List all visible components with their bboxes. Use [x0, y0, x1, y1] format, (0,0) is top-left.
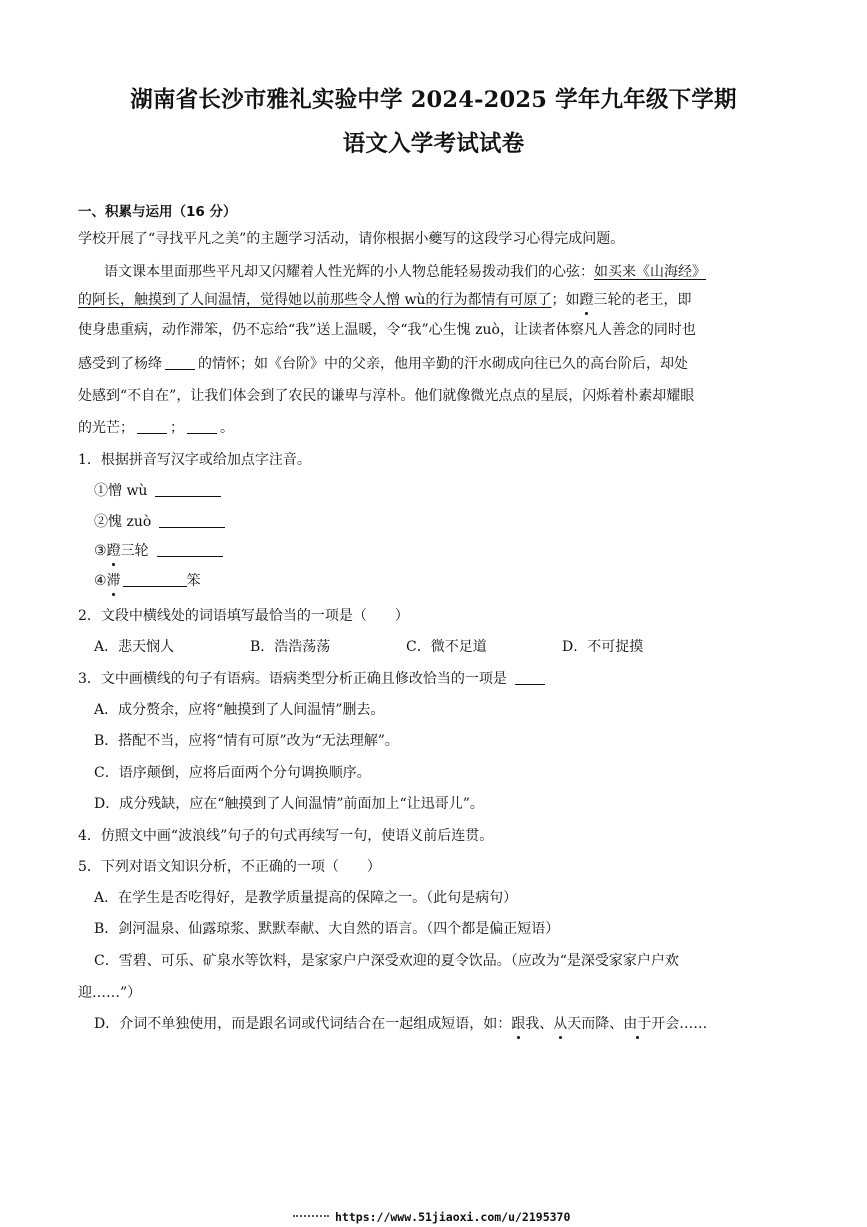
q1-item-3 — [94, 541, 223, 561]
option-a[interactable]: A．成分赘余，应将“触摸到了人间温情”删去。 — [94, 702, 385, 718]
passage-text: 的光芒； — [78, 420, 134, 436]
fill-blank — [187, 419, 217, 434]
passage-line-2 — [78, 290, 691, 310]
question-text: 3．文中画横线的句子有语病。语病类型分析正确且修改恰当的一项是 — [78, 671, 507, 687]
fill-blank — [137, 419, 167, 434]
footer-watermark — [293, 1210, 570, 1224]
passage-line-6 — [78, 418, 234, 438]
option-text: 天而降、 — [567, 1016, 624, 1032]
dotted-character: 滞 — [106, 573, 121, 589]
item-number: ④ — [94, 573, 107, 589]
passage-line-3: 使身患重病，动作滞笨，仍不忘给“我”送上温暖，令“我”心生愧 zuò，让读者体察凡人善念的同时也 — [78, 322, 696, 338]
question-3-stem — [78, 669, 545, 689]
q1-item-1 — [94, 481, 221, 501]
passage-text: 。 — [220, 420, 234, 436]
question-2-stem: 2．文段中横线处的词语填写最恰当的一项是（ ） — [78, 608, 409, 624]
option-text: D．介词不单独使用，而是跟名词或代词结合在一起组成短语，如： — [94, 1016, 512, 1032]
page-subtitle: 语文入学考试试卷 — [342, 131, 525, 157]
dotted-character: 蹬 — [579, 292, 594, 308]
passage-line-1 — [104, 262, 706, 282]
passage-text: 语文课本里面那些平凡却又闪耀着人性光辉的小人物总能轻易拨动我们的心弦： — [104, 264, 594, 280]
option-c-continued: 迎……”） — [78, 985, 142, 1001]
fill-blank — [165, 355, 195, 370]
section-intro: 学校开展了“寻找平凡之美”的主题学习活动，请你根据小夔写的这段学习心得完成问题。 — [78, 231, 625, 247]
answer-blank — [155, 482, 221, 497]
option-text: 开会…… — [651, 1016, 708, 1032]
question-4-stem: 4．仿照文中画“波浪线”句子的句式再续写一句，使语义前后连贯。 — [78, 828, 494, 844]
passage-text: ；如 — [551, 292, 580, 308]
dotted-character: 从 — [553, 1016, 568, 1032]
underlined-sentence: 的阿长，触摸到了人间温情，觉得她以前那些令人憎 wù的行为都情有可原了 — [78, 292, 552, 308]
q2-options — [94, 637, 643, 657]
q1-item-4 — [94, 571, 201, 591]
passage-text: 三轮的老王，即 — [593, 292, 692, 308]
answer-blank — [157, 542, 223, 557]
underlined-sentence: 如买来《山海经》 — [594, 264, 706, 280]
passage-text: 感受到了杨绛 — [78, 356, 162, 372]
passage-line-4 — [78, 354, 688, 374]
item-text: 三轮 — [120, 543, 149, 559]
watermark-logo — [293, 1215, 329, 1220]
option-d[interactable]: D．成分残缺，应在“触摸到了人间温情”前面加上“让迅哥儿”。 — [94, 796, 484, 812]
item-text: 笨 — [186, 573, 201, 589]
question-5-stem: 5．下列对语文知识分析，不正确的一项（ ） — [78, 859, 381, 875]
option-b[interactable]: B．搭配不当，应将“情有可原”改为“无法理解”。 — [94, 733, 399, 749]
option-a[interactable]: A．在学生是否吃得好，是教学质量提高的保障之一。（此句是病句） — [94, 890, 518, 906]
option-b[interactable]: B．剑河温泉、仙露琼浆、默默奉献、大自然的语言。（四个都是偏正短语） — [94, 921, 560, 937]
dotted-character: 跟 — [511, 1016, 526, 1032]
answer-blank — [159, 513, 225, 528]
dotted-character: 蹬 — [106, 543, 121, 559]
page-title: 湖南省长沙市雅礼实验中学 2024-2025 学年九年级下学期 — [130, 87, 737, 113]
watermark-url[interactable]: https://www.51jiaoxi.com/u/2195370 — [335, 1210, 571, 1224]
option-d[interactable] — [94, 1014, 707, 1034]
item-text: 憎 wù — [108, 483, 148, 499]
item-number: ① — [94, 483, 108, 499]
option-text: 我、 — [525, 1016, 554, 1032]
section-heading: 一、积累与运用（16 分） — [78, 204, 237, 220]
option-c[interactable]: C．微不足道 — [406, 639, 487, 655]
item-text: 愧 zuò — [108, 514, 152, 530]
q1-item-2 — [94, 512, 225, 532]
passage-line-5: 处感到“不自在”，让我们体会到了农民的谦卑与淳朴。他们就像微光点点的星辰，闪烁着朴素却耀眼 — [78, 388, 695, 404]
item-number: ② — [94, 514, 108, 530]
option-b[interactable]: B．浩浩荡荡 — [250, 639, 331, 655]
option-c[interactable]: C．雪碧、可乐、矿泉水等饮料，是家家户户深受欢迎的夏令饮品。（应改为“是深受家家户户欢 — [94, 953, 679, 969]
option-c[interactable]: C．语序颠倒，应将后面两个分句调换顺序。 — [94, 765, 371, 781]
answer-blank — [515, 670, 545, 685]
item-number: ③ — [94, 543, 107, 559]
question-1-stem: 1．根据拼音写汉字或给加点字注音。 — [78, 452, 311, 468]
answer-blank — [123, 572, 187, 587]
passage-text: 的情怀；如《台阶》中的父亲，他用辛勤的汗水砌成向往已久的高台阶后，却处 — [198, 356, 688, 372]
option-a[interactable]: A．悲天悯人 — [94, 639, 175, 655]
dotted-character: 由于 — [623, 1016, 652, 1032]
passage-text: ； — [170, 420, 184, 436]
option-d[interactable]: D．不可捉摸 — [562, 639, 644, 655]
